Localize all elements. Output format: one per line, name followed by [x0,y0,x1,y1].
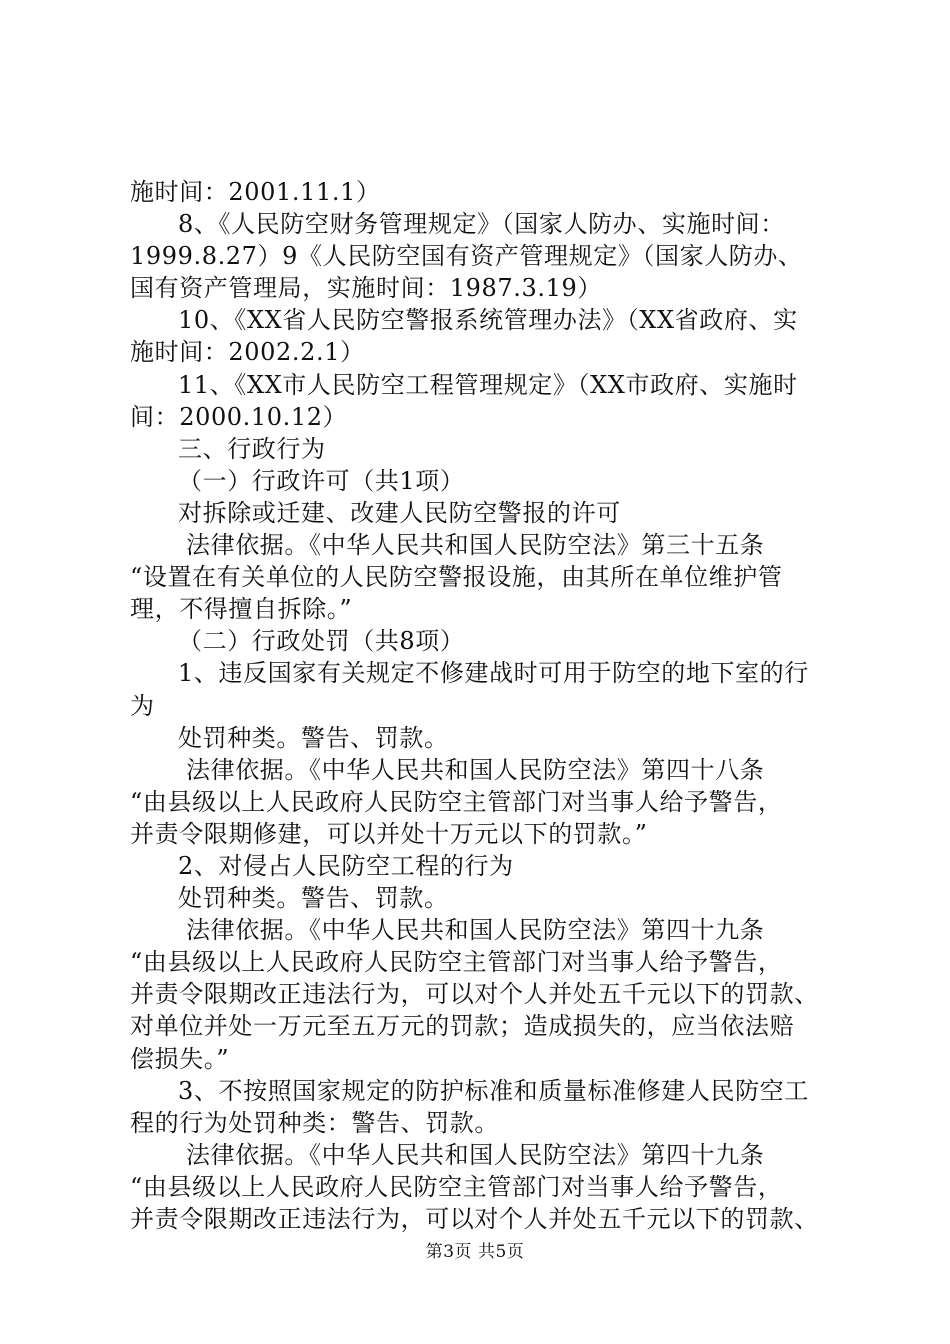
text-line: 法律依据。《中华人民共和国人民防空法》第四十九条 [186,916,765,945]
text-line: “设置在有关单位的人民防空警报设施，由其所在单位维护管 [130,563,783,592]
text-line: 施时间：2002.2.1） [130,338,365,367]
text-line: “由县级以上人民政府人民防空主管部门对当事人给予警告， [130,948,783,977]
text-line: 并责令限期修建，可以并处十万元以下的罚款。” [130,819,648,848]
text-line: 程的行为处罚种类：警告、罚款。 [130,1108,499,1137]
text-line: 国有资产管理局，实施时间：1987.3.19） [130,274,602,303]
text-line: 理，不得擅自拆除。” [130,595,353,624]
text-line: 8、《人民防空财务管理规定》（国家人防办、实施时间： [178,210,785,239]
text-line: 法律依据。《中华人民共和国人民防空法》第三十五条 [186,531,765,560]
text-line: 对单位并处一万元至五万元的罚款；造成损失的，应当依法赔 [130,1012,795,1041]
text-line: 法律依据。《中华人民共和国人民防空法》第四十九条 [186,1140,765,1169]
page-number-footer: 第3页 共5页 [425,1242,525,1262]
text-line: 并责令限期改正违法行为，可以对个人并处五千元以下的罚款、 [130,1205,819,1233]
text-line: 对拆除或迁建、改建人民防空警报的许可 [178,498,621,527]
text-line: “由县级以上人民政府人民防空主管部门对当事人给予警告， [130,1172,783,1201]
text-line: 3、不按照国家规定的防护标准和质量标准修建人民防空工 [178,1076,809,1105]
text-line: 并责令限期改正违法行为，可以对个人并处五千元以下的罚款、 [130,980,819,1009]
subsection-heading: （二）行政处罚（共8项） [178,627,465,656]
text-line: 2、对侵占人民防空工程的行为 [178,851,514,880]
text-line: “由县级以上人民政府人民防空主管部门对当事人给予警告， [130,787,783,816]
section-heading: 三、行政行为 [178,434,326,463]
text-line: 偿损失。” [130,1044,230,1073]
text-line: 法律依据。《中华人民共和国人民防空法》第四十八条 [186,755,765,784]
text-line: 11、《XX市人民防空工程管理规定》（XX市政府、实施时 [178,370,798,399]
text-line: 1999.8.27）9《人民防空国有资产管理规定》（国家人防办、 [130,242,803,271]
text-line: 1、违反国家有关规定不修建战时可用于防空的地下室的行 [178,659,809,688]
text-line: 施时间：2001.11.1） [130,178,381,206]
text-line: 间：2000.10.12） [130,402,348,431]
subsection-heading: （一）行政许可（共1项） [178,466,465,495]
text-line: 处罚种类。警告、罚款。 [178,884,449,913]
text-line: 10、《XX省人民防空警报系统管理办法》（XX省政府、实 [178,306,798,335]
text-line: 为 [130,691,155,720]
text-line: 处罚种类。警告、罚款。 [178,723,449,752]
document-body [130,176,835,1235]
